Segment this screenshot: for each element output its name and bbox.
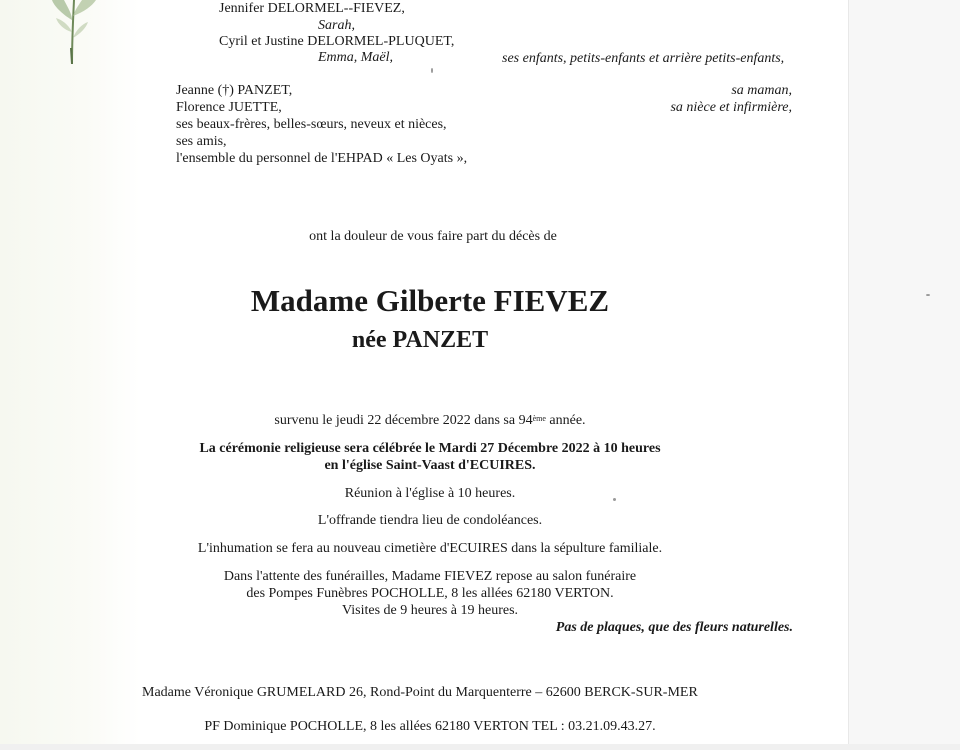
offering-text: L'offrande tiendra lieu de condoléances. <box>317 513 543 528</box>
family-line-emma-mael: Emma, Maël, <box>318 50 394 65</box>
visiting-hours: Visites de 9 heures à 19 heures. <box>341 603 519 618</box>
family-line-friends: ses amis, <box>176 134 227 149</box>
deceased-maiden-name: née PANZET <box>351 327 489 353</box>
death-text-before: survenu le jeudi 22 décembre 2022 dans sa 94 <box>274 413 533 428</box>
funeral-director-contact: PF Dominique POCHOLLE, 8 les allées 62180 VERTON TEL : 03.21.09.43.27. <box>204 719 656 734</box>
funeral-home-line-1: Dans l'attente des funérailles, Madame FIEVEZ repose au salon funéraire <box>223 569 637 584</box>
scan-speck <box>926 294 930 296</box>
death-text-after: année. <box>545 413 586 428</box>
deceased-name: Madame Gilberte FIEVEZ <box>250 283 610 318</box>
announcement-text: ont la douleur de vous faire part du décès de <box>309 229 557 244</box>
ceremony-line-2: en l'église Saint-Vaast d'ECUIRES. <box>324 458 536 473</box>
ordinal-suffix: ème <box>532 414 546 423</box>
flowers-note: Pas de plaques, que des fleurs naturelles. <box>555 620 793 635</box>
family-line-sarah: Sarah, <box>318 18 355 33</box>
family-line-in-laws: ses beaux-frères, belles-sœurs, neveux et nièces, <box>176 117 447 132</box>
family-line-ehpad-staff: l'ensemble du personnel de l'EHPAD « Les Oyats », <box>176 151 468 166</box>
scan-speck <box>431 68 433 73</box>
scan-speck <box>613 498 616 501</box>
plant-sprig-icon <box>48 0 118 70</box>
contact-address: Madame Véronique GRUMELARD 26, Rond-Point du Marquenterre – 62600 BERCK-SUR-MER <box>142 685 698 700</box>
family-line-florence: Florence JUETTE, <box>176 100 282 115</box>
bottom-edge <box>0 744 960 750</box>
niece-relation: sa nièce et infirmière, <box>670 100 792 115</box>
death-date-text <box>130 412 730 429</box>
right-margin-band <box>848 0 960 750</box>
burial-text: L'inhumation se fera au nouveau cimetière d'ECUIRES dans la sépulture familiale. <box>197 541 663 556</box>
funeral-home-line-2: des Pompes Funèbres POCHOLLE, 8 les allées 62180 VERTON. <box>246 586 614 601</box>
family-line-jennifer: Jennifer DELORMEL--FIEVEZ, <box>219 1 405 16</box>
family-line-jeanne: Jeanne (†) PANZET, <box>176 83 293 98</box>
mother-relation: sa maman, <box>731 83 792 98</box>
children-relation: ses enfants, petits-enfants et arrière petits-enfants, <box>502 51 785 66</box>
left-margin-band <box>0 0 140 750</box>
ceremony-line-1: La cérémonie religieuse sera célébrée le Mardi 27 Décembre 2022 à 10 heures <box>199 441 661 456</box>
meeting-text: Réunion à l'église à 10 heures. <box>344 486 516 501</box>
family-line-cyril-justine: Cyril et Justine DELORMEL-PLUQUET, <box>219 34 455 49</box>
